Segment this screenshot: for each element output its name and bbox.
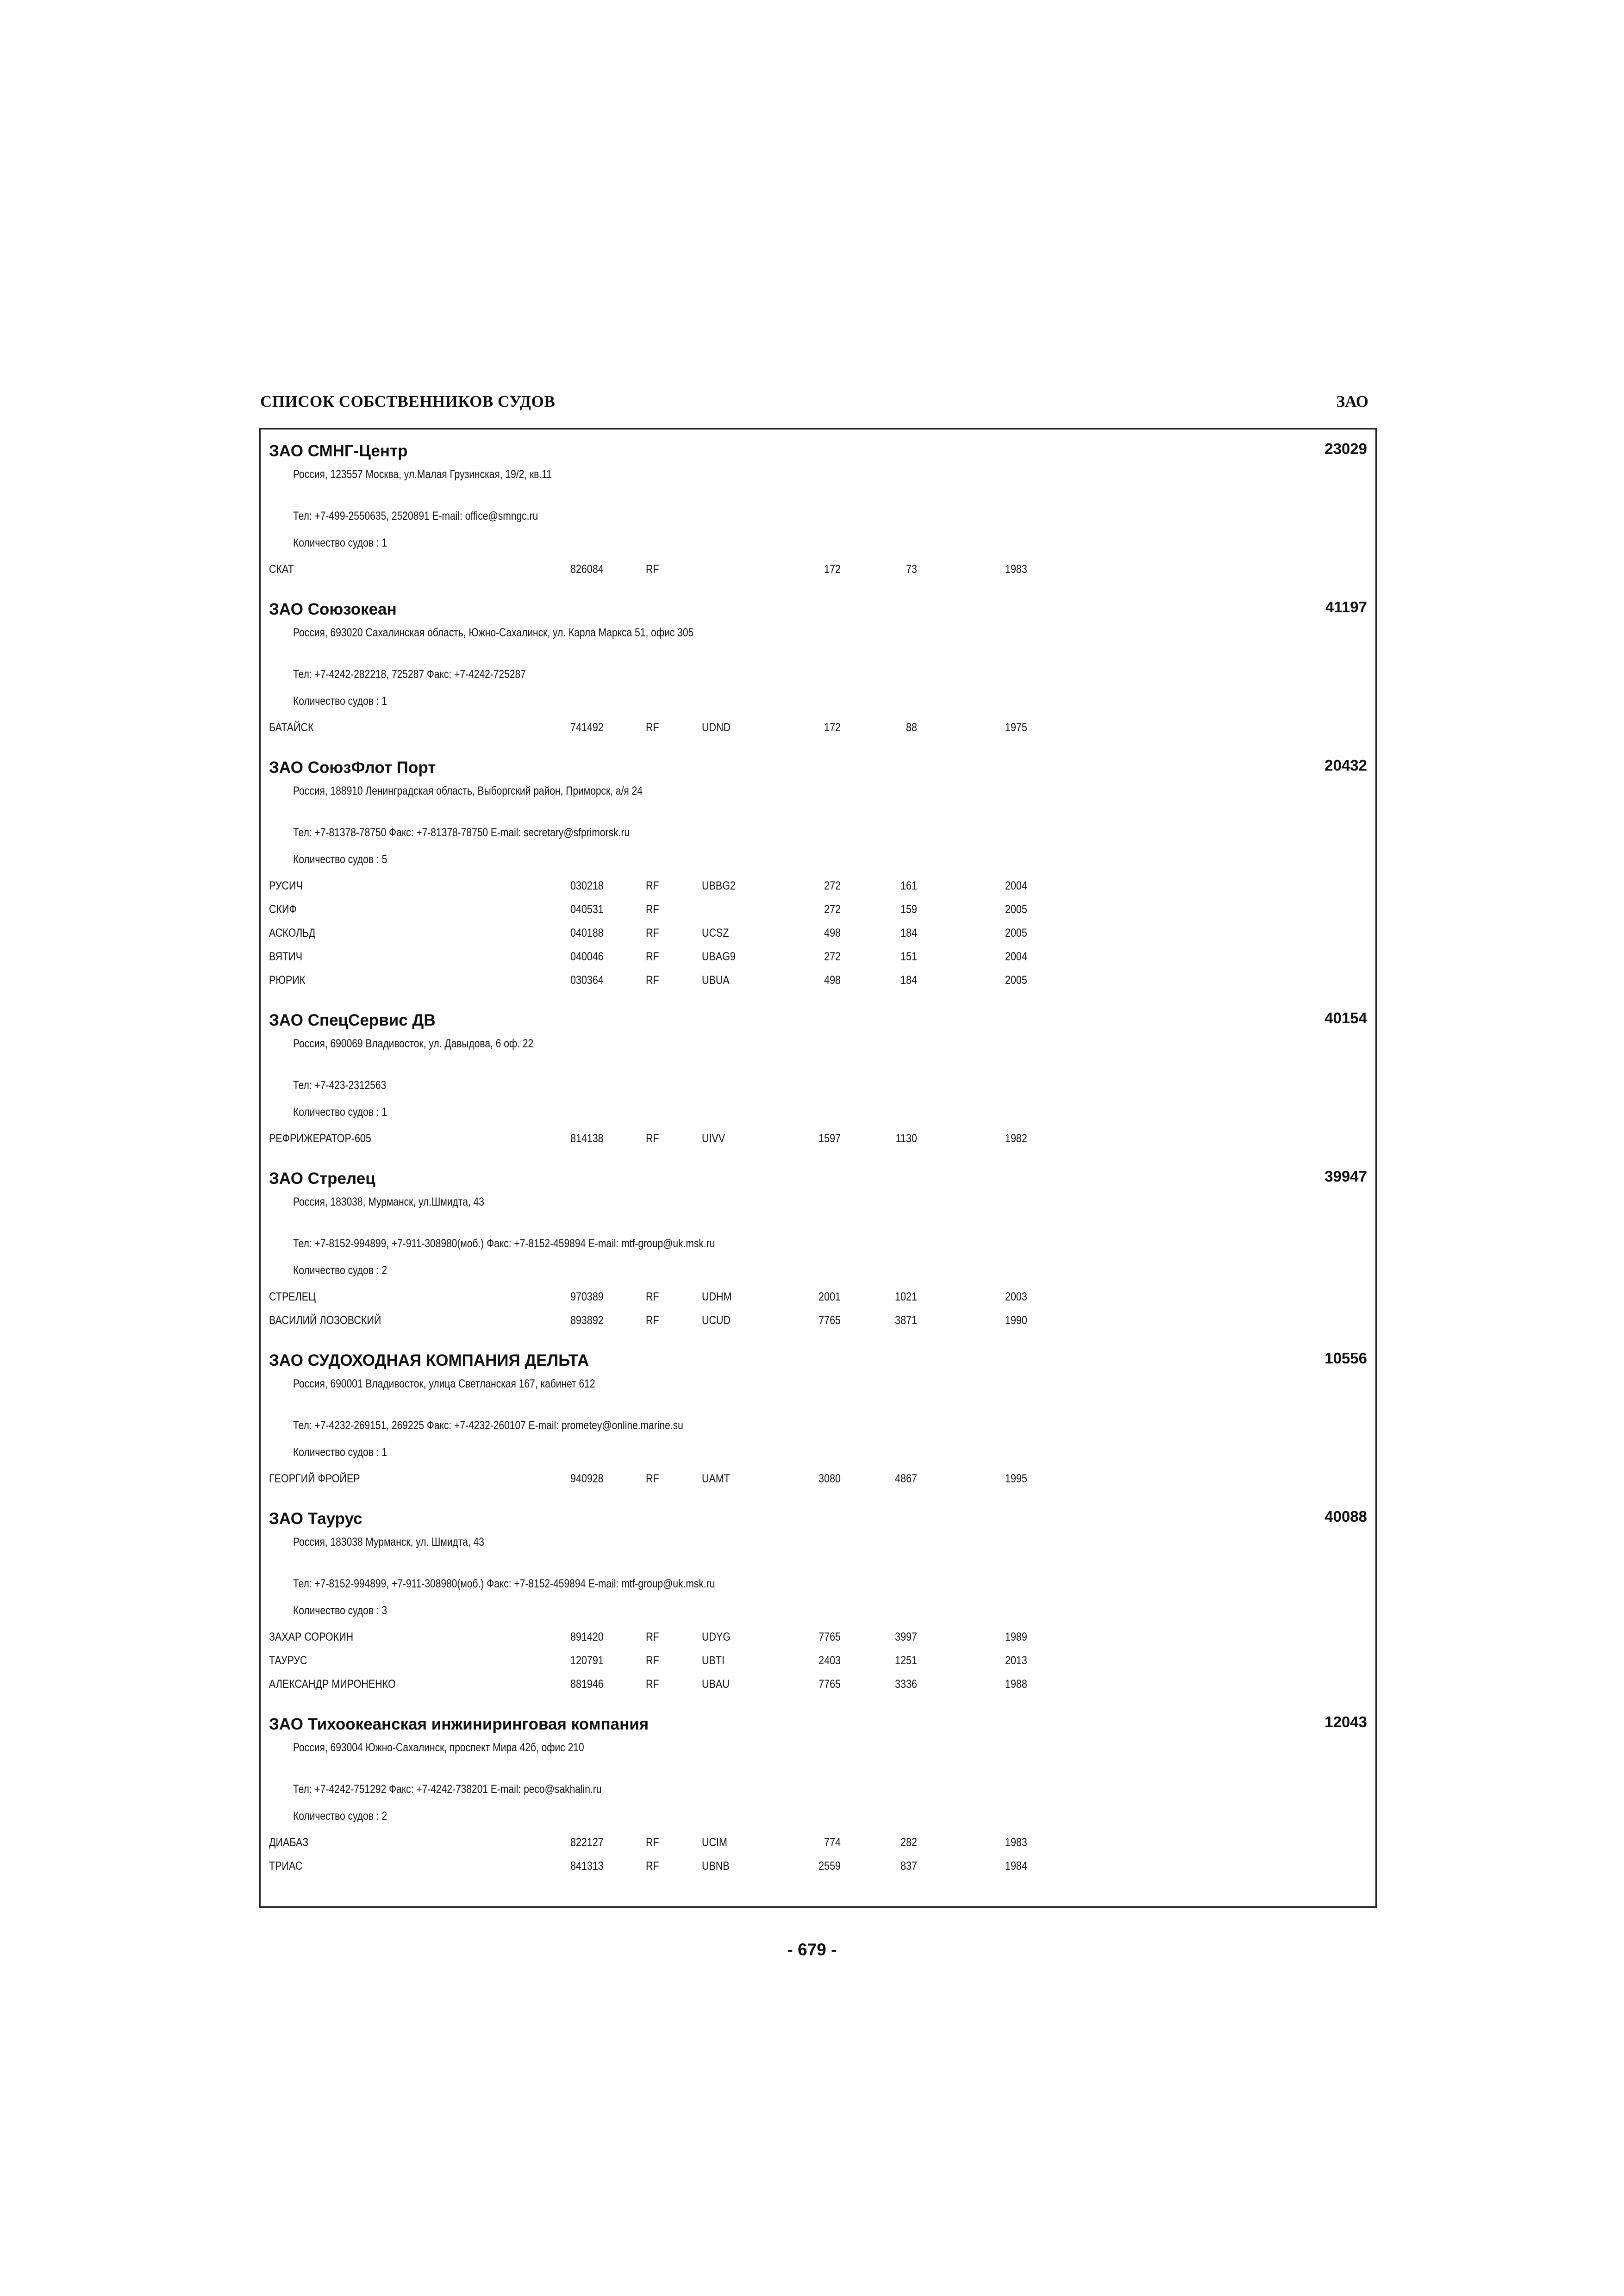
vessel-name: СКИФ bbox=[269, 903, 297, 916]
vessel-deadweight: 161 bbox=[900, 879, 917, 892]
owner-id: 40154 bbox=[1324, 1009, 1367, 1027]
owner-id: 41197 bbox=[1325, 598, 1367, 616]
owner-contacts: Тел: +7-499-2550635, 2520891 E-mail: office@smngc.ru bbox=[293, 510, 538, 523]
owner-name: ЗАО Таурус bbox=[269, 1510, 362, 1528]
vessel-row bbox=[269, 1859, 1367, 1873]
owner-address: Россия, 183038, Мурманск, ул.Шмидта, 43 bbox=[293, 1195, 484, 1208]
vessel-flag: RF bbox=[646, 1836, 659, 1849]
vessel-deadweight: 88 bbox=[906, 721, 917, 734]
vessel-row bbox=[269, 1313, 1367, 1327]
vessel-callsign: UDHM bbox=[702, 1290, 732, 1303]
owner-id: 12043 bbox=[1324, 1713, 1367, 1730]
vessel-imo: 040046 bbox=[570, 950, 604, 963]
vessel-flag: RF bbox=[646, 927, 659, 940]
vessel-row bbox=[269, 1472, 1367, 1486]
vessel-count: Количество судов : 1 bbox=[293, 695, 387, 708]
vessel-imo: 826084 bbox=[570, 563, 604, 576]
vessel-name: ВАСИЛИЙ ЛОЗОВСКИЙ bbox=[269, 1314, 381, 1327]
vessel-name: АЛЕКСАНДР МИРОНЕНКО bbox=[269, 1678, 396, 1691]
owner-id: 40088 bbox=[1324, 1508, 1367, 1525]
vessel-imo: 970389 bbox=[570, 1290, 604, 1303]
vessel-imo: 822127 bbox=[570, 1836, 604, 1849]
owner-name: ЗАО Тихоокеанская инжиниринговая компания bbox=[269, 1715, 649, 1733]
vessel-name: СТРЕЛЕЦ bbox=[269, 1290, 316, 1303]
vessel-deadweight: 1130 bbox=[895, 1132, 917, 1145]
vessel-gross-tonnage: 272 bbox=[824, 950, 841, 963]
vessel-deadweight: 73 bbox=[906, 563, 917, 576]
vessel-row bbox=[269, 879, 1367, 893]
vessel-callsign: UBNB bbox=[702, 1860, 730, 1873]
vessel-count: Количество судов : 5 bbox=[293, 853, 387, 866]
vessel-imo: 814138 bbox=[570, 1132, 604, 1145]
vessel-deadweight: 4867 bbox=[895, 1472, 917, 1485]
vessel-name: ВЯТИЧ bbox=[269, 950, 303, 963]
owner-name: ЗАО СоюзФлот Порт bbox=[269, 759, 436, 777]
vessel-callsign: UBAU bbox=[702, 1678, 730, 1691]
vessel-flag: RF bbox=[646, 974, 659, 987]
vessel-callsign: UCSZ bbox=[702, 927, 729, 940]
vessel-imo: 891420 bbox=[570, 1630, 604, 1643]
vessel-deadweight: 184 bbox=[900, 927, 917, 940]
vessel-flag: RF bbox=[646, 1132, 659, 1145]
vessel-imo: 030218 bbox=[570, 879, 604, 892]
vessel-gross-tonnage: 272 bbox=[824, 879, 841, 892]
vessel-name: АСКОЛЬД bbox=[269, 927, 316, 940]
vessel-gross-tonnage: 3080 bbox=[818, 1472, 841, 1485]
vessel-name: ГЕОРГИЙ ФРОЙЕР bbox=[269, 1472, 360, 1485]
vessel-callsign: UCIM bbox=[702, 1836, 727, 1849]
vessel-gross-tonnage: 7765 bbox=[818, 1678, 841, 1691]
vessel-count: Количество судов : 1 bbox=[293, 1106, 387, 1119]
vessel-gross-tonnage: 2403 bbox=[818, 1654, 841, 1667]
vessel-year: 1975 bbox=[1005, 721, 1027, 734]
vessel-gross-tonnage: 272 bbox=[824, 903, 841, 916]
owner-address: Россия, 188910 Ленинградская область, Выборгский район, Приморск, а/я 24 bbox=[293, 784, 643, 797]
vessel-imo: 841313 bbox=[570, 1860, 604, 1873]
vessel-year: 2005 bbox=[1005, 927, 1027, 940]
vessel-flag: RF bbox=[646, 1630, 659, 1643]
owner-contacts: Тел: +7-4232-269151, 269225 Факс: +7-4232-260107 E-mail: prometey@online.marine.su bbox=[293, 1419, 683, 1432]
vessel-name: ЗАХАР СОРОКИН bbox=[269, 1630, 354, 1643]
vessel-deadweight: 151 bbox=[900, 950, 917, 963]
vessel-year: 1990 bbox=[1005, 1314, 1027, 1327]
vessel-gross-tonnage: 2559 bbox=[818, 1860, 841, 1873]
vessel-deadweight: 3871 bbox=[895, 1314, 917, 1327]
vessel-year: 2004 bbox=[1005, 879, 1027, 892]
owner-name: ЗАО СУДОХОДНАЯ КОМПАНИЯ ДЕЛЬТА bbox=[269, 1351, 589, 1369]
vessel-imo: 040531 bbox=[570, 903, 604, 916]
vessel-flag: RF bbox=[646, 1290, 659, 1303]
vessel-gross-tonnage: 2001 bbox=[818, 1290, 841, 1303]
vessel-row bbox=[269, 1630, 1367, 1644]
vessel-deadweight: 1021 bbox=[895, 1290, 917, 1303]
owner-name: ЗАО СМНГ-Центр bbox=[269, 442, 408, 460]
vessel-year: 2013 bbox=[1005, 1654, 1027, 1667]
owner-address: Россия, 123557 Москва, ул.Малая Грузинская, 19/2, кв.11 bbox=[293, 468, 552, 481]
vessel-row bbox=[269, 926, 1367, 940]
vessel-callsign: UBTI bbox=[702, 1654, 725, 1667]
vessel-gross-tonnage: 172 bbox=[824, 721, 841, 734]
vessel-name: РЕФРИЖЕРАТОР-605 bbox=[269, 1132, 371, 1145]
vessel-deadweight: 1251 bbox=[895, 1654, 917, 1667]
vessel-name: СКАТ bbox=[269, 563, 294, 576]
owner-name: ЗАО Стрелец bbox=[269, 1170, 375, 1188]
vessel-callsign: UBAG9 bbox=[702, 950, 736, 963]
vessel-name: ДИАБАЗ bbox=[269, 1836, 309, 1849]
vessel-year: 1988 bbox=[1005, 1678, 1027, 1691]
vessel-imo: 030364 bbox=[570, 974, 604, 987]
owner-id: 39947 bbox=[1324, 1168, 1367, 1185]
owner-address: Россия, 183038 Мурманск, ул. Шмидта, 43 bbox=[293, 1536, 484, 1549]
vessel-year: 1984 bbox=[1005, 1860, 1027, 1873]
vessel-gross-tonnage: 7765 bbox=[818, 1314, 841, 1327]
owner-address: Россия, 693004 Южно-Сахалинск, проспект Мира 42б, офис 210 bbox=[293, 1741, 584, 1754]
vessel-year: 1983 bbox=[1005, 1836, 1027, 1849]
owner-contacts: Тел: +7-8152-994899, +7-911-308980(моб.) Факс: +7-8152-459894 E-mail: mtf-group@uk.msk.ru bbox=[293, 1577, 715, 1590]
vessel-year: 2005 bbox=[1005, 903, 1027, 916]
vessel-year: 1989 bbox=[1005, 1630, 1027, 1643]
vessel-name: ТАУРУС bbox=[269, 1654, 307, 1667]
owner-contacts: Тел: +7-4242-751292 Факс: +7-4242-738201 E-mail: peco@sakhalin.ru bbox=[293, 1783, 602, 1796]
owner-address: Россия, 693020 Сахалинская область, Южно-Сахалинск, ул. Карла Маркса 51, офис 305 bbox=[293, 626, 694, 639]
vessel-count: Количество судов : 1 bbox=[293, 536, 387, 549]
owner-name: ЗАО СпецСервис ДВ bbox=[269, 1011, 436, 1029]
vessel-gross-tonnage: 498 bbox=[824, 974, 841, 987]
vessel-gross-tonnage: 172 bbox=[824, 563, 841, 576]
vessel-deadweight: 282 bbox=[900, 1836, 917, 1849]
vessel-callsign: UAMT bbox=[702, 1472, 730, 1485]
vessel-name: РЮРИК bbox=[269, 974, 306, 987]
vessel-gross-tonnage: 774 bbox=[824, 1836, 841, 1849]
vessel-row bbox=[269, 1677, 1367, 1691]
owner-id: 23029 bbox=[1324, 440, 1367, 457]
vessel-callsign: UDND bbox=[702, 721, 731, 734]
vessel-row bbox=[269, 562, 1367, 576]
vessel-count: Количество судов : 2 bbox=[293, 1810, 387, 1823]
vessel-year: 1983 bbox=[1005, 563, 1027, 576]
vessel-gross-tonnage: 7765 bbox=[818, 1630, 841, 1643]
vessel-deadweight: 3336 bbox=[895, 1678, 917, 1691]
vessel-callsign: UBUA bbox=[702, 974, 730, 987]
owner-contacts: Тел: +7-8152-994899, +7-911-308980(моб.) Факс: +7-8152-459894 E-mail: mtf-group@uk.msk.ru bbox=[293, 1237, 715, 1250]
vessel-row bbox=[269, 902, 1367, 916]
vessel-callsign: UDYG bbox=[702, 1630, 731, 1643]
vessel-deadweight: 159 bbox=[900, 903, 917, 916]
vessel-row bbox=[269, 973, 1367, 987]
vessel-imo: 120791 bbox=[570, 1654, 604, 1667]
vessel-row bbox=[269, 1290, 1367, 1304]
vessel-name: РУСИЧ bbox=[269, 879, 303, 892]
vessel-name: БАТАЙСК bbox=[269, 721, 314, 734]
owner-id: 20432 bbox=[1324, 757, 1367, 774]
owner-address: Россия, 690069 Владивосток, ул. Давыдова, 6 оф. 22 bbox=[293, 1037, 534, 1050]
vessel-imo: 893892 bbox=[570, 1314, 604, 1327]
vessel-callsign: UCUD bbox=[702, 1314, 731, 1327]
vessel-row bbox=[269, 721, 1367, 734]
vessel-year: 1995 bbox=[1005, 1472, 1027, 1485]
page-header-title: СПИСОК СОБСТВЕННИКОВ СУДОВ bbox=[260, 392, 556, 411]
owner-name: ЗАО Союзокеан bbox=[269, 600, 397, 618]
vessel-year: 2004 bbox=[1005, 950, 1027, 963]
vessel-callsign: UBBG2 bbox=[702, 879, 736, 892]
vessel-flag: RF bbox=[646, 903, 659, 916]
vessel-callsign: UIVV bbox=[702, 1132, 725, 1145]
page-number: - 679 - bbox=[787, 1940, 837, 1959]
vessel-flag: RF bbox=[646, 1860, 659, 1873]
vessel-flag: RF bbox=[646, 1472, 659, 1485]
vessel-row bbox=[269, 1836, 1367, 1849]
vessel-deadweight: 184 bbox=[900, 974, 917, 987]
vessel-count: Количество судов : 3 bbox=[293, 1604, 387, 1617]
vessel-year: 1982 bbox=[1005, 1132, 1027, 1145]
vessel-year: 2005 bbox=[1005, 974, 1027, 987]
vessel-flag: RF bbox=[646, 563, 659, 576]
page-header-section: ЗАО bbox=[1336, 392, 1368, 411]
vessel-row bbox=[269, 1654, 1367, 1668]
owner-contacts: Тел: +7-4242-282218, 725287 Факс: +7-4242-725287 bbox=[293, 668, 526, 681]
vessel-flag: RF bbox=[646, 1678, 659, 1691]
vessel-row bbox=[269, 950, 1367, 964]
vessel-imo: 040188 bbox=[570, 927, 604, 940]
vessel-deadweight: 837 bbox=[900, 1860, 917, 1873]
vessel-year: 2003 bbox=[1005, 1290, 1027, 1303]
vessel-imo: 940928 bbox=[570, 1472, 604, 1485]
vessel-flag: RF bbox=[646, 950, 659, 963]
owner-contacts: Тел: +7-81378-78750 Факс: +7-81378-78750 E-mail: secretary@sfprimorsk.ru bbox=[293, 826, 630, 839]
vessel-flag: RF bbox=[646, 1654, 659, 1667]
owner-address: Россия, 690001 Владивосток, улица Светланская 167, кабинет 612 bbox=[293, 1377, 595, 1390]
vessel-deadweight: 3997 bbox=[895, 1630, 917, 1643]
vessel-flag: RF bbox=[646, 879, 659, 892]
vessel-row bbox=[269, 1132, 1367, 1145]
vessel-name: ТРИАС bbox=[269, 1860, 303, 1873]
vessel-imo: 741492 bbox=[570, 721, 604, 734]
vessel-gross-tonnage: 1597 bbox=[818, 1132, 841, 1145]
owner-id: 10556 bbox=[1324, 1350, 1367, 1367]
owner-contacts: Тел: +7-423-2312563 bbox=[293, 1079, 387, 1092]
vessel-flag: RF bbox=[646, 721, 659, 734]
registry-frame bbox=[259, 428, 1377, 1908]
vessel-gross-tonnage: 498 bbox=[824, 927, 841, 940]
vessel-imo: 881946 bbox=[570, 1678, 604, 1691]
vessel-flag: RF bbox=[646, 1314, 659, 1327]
vessel-count: Количество судов : 2 bbox=[293, 1264, 387, 1277]
vessel-count: Количество судов : 1 bbox=[293, 1446, 387, 1459]
